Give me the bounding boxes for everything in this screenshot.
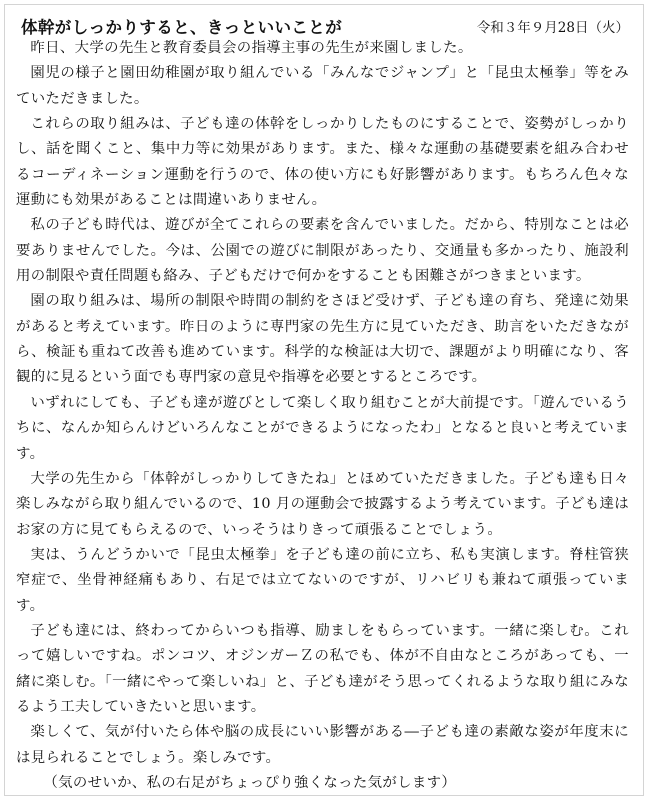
paragraph-1: 昨日、大学の先生と教育委員会の指導主事の先生が来園しました。	[30, 40, 473, 56]
paragraph-5: 園の取り組みは、場所の制限や時間の制約をさほど受けず、子ども達の育ち、発達に効果があると考えています。昨日のように専門家の先生方に見ていただき、助言をいただきながら、検証も重ねて改善も進めています。科学的な検証は大切で、課題がより明確になり、客観的に見るという面でも専門家の意見や指導を必要とするところです。	[16, 293, 629, 386]
paragraph-3: これらの取り組みは、子ども達の体幹をしっかりしたものにすることで、姿勢がしっかりし、話を聞くこと、集中力等に効果があります。また、様々な運動の基礎要素を組み合わせるコーディネーション運動を行うので、体の使い方にも好影響があります。もちろん色々な運動にも効果があることは間違いありません。	[16, 116, 629, 209]
document-body	[16, 36, 629, 796]
paragraph-7: 大学の先生から「体幹がしっかりしてきたね」とほめていただきました。子ども達も日々楽しみながら取り組んでいるので、10 月の運動会で披露するよう考えています。子ども達はお家の方に見てもらえるので、いっそうはりきって頑張ることでしょう。	[16, 470, 629, 538]
document-title: 体幹がしっかりすると、きっといいことが	[21, 18, 343, 37]
closing-note: （気のせいか、私の右足がちょっぴり強くなった気がします）	[43, 774, 457, 791]
paragraph-8: 実は、うんどうかいで「昆虫太極拳」を子ども達の前に立ち、私も実演します。脊柱管狭窄症で、坐骨神経痛もあり、右足では立てないのですが、リハビリも兼ねて頑張っています。	[16, 546, 629, 614]
paragraph-4: 私の子ども時代は、遊びが全てこれらの要素を含んでいました。だから、特別なことは必要ありませんでした。今は、公園での遊びに制限があったり、交通量も多かったり、施設利用の制限や責任問題も絡み、子どもだけで何かをすることも困難さがつきまといます。	[16, 217, 629, 285]
paragraph-9: 子ども達には、終わってからいつも指導、励ましをもらっています。一緒に楽しむ。これって嬉しいですね。ポンコツ、オジンガーＺの私でも、体が不自由なところがあっても、一緒に楽しむ。「一緒にやって楽しいね」と、子ども達がそう思ってくれるような取り組にみなるよう工夫していきたいと思います。	[16, 622, 629, 715]
paragraph-10: 楽しくて、気が付いたら体や脳の成長にいい影響がある―子ども達の素敵な姿が年度末には見られることでしょう。楽しみです。	[16, 724, 629, 766]
document-date: 令和３年９月28日（火）	[476, 20, 629, 36]
paragraph-6: いずれにしても、子ども達が遊びとして楽しく取り組むことが大前提です。「遊んでいるうちに、なんか知らんけどいろんなことができるようになったわ」となると良いと考えています。	[16, 394, 629, 462]
paragraph-2: 園児の様子と園田幼稚園が取り組んでいる「みんなでジャンプ」と「昆虫太極拳」等をみていただきました。	[16, 65, 629, 107]
